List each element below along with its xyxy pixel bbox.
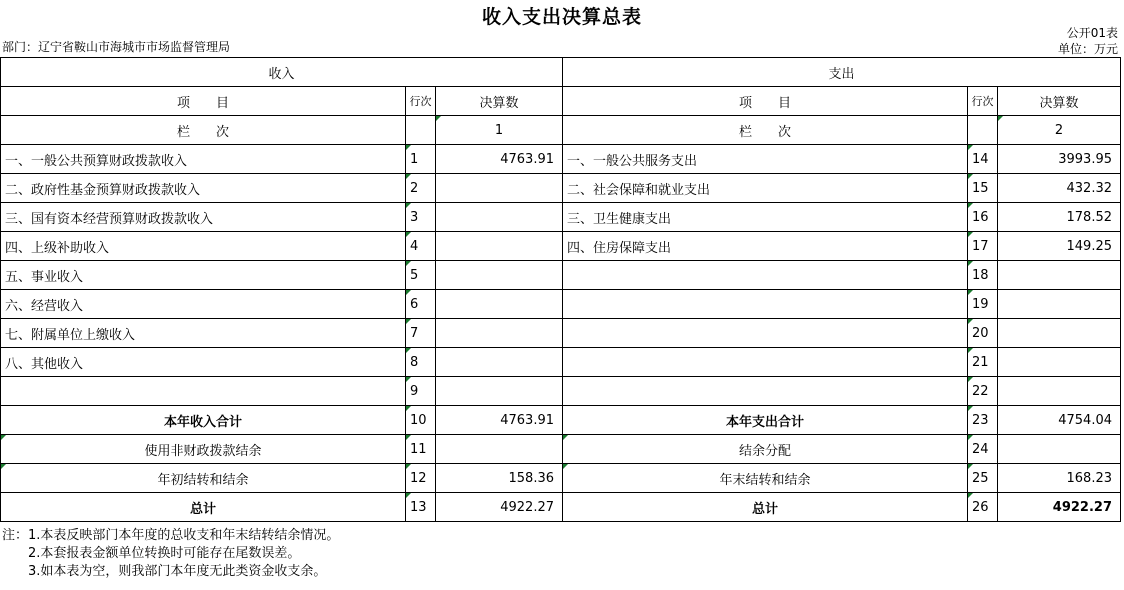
expense-column-number: 2: [998, 116, 1121, 145]
expense-line-no: 23: [968, 406, 998, 435]
expense-line-no: 22: [968, 377, 998, 406]
expense-amount-header: 决算数: [998, 87, 1121, 116]
expense-line-no: 20: [968, 319, 998, 348]
expense-line-no: 19: [968, 290, 998, 319]
expense-line-no: 25: [968, 464, 998, 493]
income-column-number: 1: [436, 116, 563, 145]
expense-amount: [998, 377, 1121, 406]
income-line-no: 3: [406, 203, 436, 232]
expense-item: [563, 261, 968, 290]
expense-line-no: 21: [968, 348, 998, 377]
income-line-no: 11: [406, 435, 436, 464]
income-line-no: 8: [406, 348, 436, 377]
income-amount: [436, 232, 563, 261]
table-row: [1, 348, 1121, 377]
expense-amount: 178.52: [998, 203, 1121, 232]
income-line-no: 4: [406, 232, 436, 261]
income-item: 四、上级补助收入: [1, 232, 406, 261]
expense-header: 支出: [563, 58, 1121, 87]
income-item: 使用非财政拨款结余: [1, 435, 406, 464]
income-amount: 4922.27: [436, 493, 563, 522]
expense-item: [563, 319, 968, 348]
table-row: [1, 203, 1121, 232]
department-label: 部门：辽宁省鞍山市海城市市场监督管理局: [2, 40, 231, 54]
income-line-no: 13: [406, 493, 436, 522]
table-row: [1, 261, 1121, 290]
income-item: [1, 377, 406, 406]
income-column-label: 栏 次: [1, 116, 406, 145]
income-amount: 4763.91: [436, 406, 563, 435]
table-row: [1, 377, 1121, 406]
income-header: 收入: [1, 58, 563, 87]
expense-item: 年末结转和结余: [563, 464, 968, 493]
expense-column-blank: [968, 116, 998, 145]
expense-amount: 4754.04: [998, 406, 1121, 435]
income-line-no: 9: [406, 377, 436, 406]
expense-item: [563, 377, 968, 406]
expense-amount: 149.25: [998, 232, 1121, 261]
expense-item: 结余分配: [563, 435, 968, 464]
income-amount: [436, 174, 563, 203]
expense-item: 总计: [563, 493, 968, 522]
expense-amount: [998, 348, 1121, 377]
income-item: 六、经营收入: [1, 290, 406, 319]
table-row: [1, 174, 1121, 203]
income-amount: 4763.91: [436, 145, 563, 174]
note-line: 2.本套报表金额单位转换时可能存在尾数误差。: [2, 546, 301, 561]
income-line-header: 行次: [406, 87, 436, 116]
expense-amount: 4922.27: [998, 493, 1121, 522]
expense-item: [563, 348, 968, 377]
note-line: 3.如本表为空，则我部门本年度无此类资金收支余。: [2, 564, 327, 579]
income-amount: [436, 435, 563, 464]
table-row: [1, 435, 1121, 464]
expense-line-no: 15: [968, 174, 998, 203]
expense-item: 四、住房保障支出: [563, 232, 968, 261]
expense-amount: [998, 290, 1121, 319]
income-line-no: 2: [406, 174, 436, 203]
expense-item: 三、卫生健康支出: [563, 203, 968, 232]
expense-item: [563, 290, 968, 319]
expense-line-no: 26: [968, 493, 998, 522]
income-item: 一、一般公共预算财政拨款收入: [1, 145, 406, 174]
table-row: [1, 145, 1121, 174]
income-line-no: 12: [406, 464, 436, 493]
expense-line-no: 18: [968, 261, 998, 290]
income-amount: [436, 203, 563, 232]
income-amount: [436, 348, 563, 377]
income-amount-header: 决算数: [436, 87, 563, 116]
income-amount: 158.36: [436, 464, 563, 493]
expense-line-header: 行次: [968, 87, 998, 116]
income-item: 五、事业收入: [1, 261, 406, 290]
income-item: 总计: [1, 493, 406, 522]
expense-amount: [998, 319, 1121, 348]
income-item: 本年收入合计: [1, 406, 406, 435]
expense-line-no: 16: [968, 203, 998, 232]
income-amount: [436, 319, 563, 348]
summary-table: [0, 57, 1121, 522]
income-line-no: 5: [406, 261, 436, 290]
income-item: 三、国有资本经营预算财政拨款收入: [1, 203, 406, 232]
expense-amount: [998, 435, 1121, 464]
note-line: 注：1.本表反映部门本年度的总收支和年末结转结余情况。: [2, 528, 340, 543]
income-amount: [436, 377, 563, 406]
income-column-blank: [406, 116, 436, 145]
expense-line-no: 24: [968, 435, 998, 464]
income-item: 二、政府性基金预算财政拨款收入: [1, 174, 406, 203]
income-line-no: 6: [406, 290, 436, 319]
table-row: [1, 464, 1121, 493]
expense-item-header: 项 目: [563, 87, 968, 116]
expense-line-no: 17: [968, 232, 998, 261]
income-item: 八、其他收入: [1, 348, 406, 377]
unit-label: 单位：万元: [1057, 42, 1118, 56]
expense-amount: 3993.95: [998, 145, 1121, 174]
table-row: [1, 406, 1121, 435]
table-row: [1, 290, 1121, 319]
income-line-no: 1: [406, 145, 436, 174]
table-row: [1, 232, 1121, 261]
income-item-header: 项 目: [1, 87, 406, 116]
income-amount: [436, 261, 563, 290]
expense-item: 本年支出合计: [563, 406, 968, 435]
income-line-no: 10: [406, 406, 436, 435]
expense-item: 二、社会保障和就业支出: [563, 174, 968, 203]
expense-amount: 168.23: [998, 464, 1121, 493]
notes: [2, 527, 339, 581]
table-row: [1, 319, 1121, 348]
income-line-no: 7: [406, 319, 436, 348]
expense-line-no: 14: [968, 145, 998, 174]
expense-item: 一、一般公共服务支出: [563, 145, 968, 174]
expense-amount: [998, 261, 1121, 290]
expense-column-label: 栏 次: [563, 116, 968, 145]
income-item: 七、附属单位上缴收入: [1, 319, 406, 348]
expense-amount: 432.32: [998, 174, 1121, 203]
income-item: 年初结转和结余: [1, 464, 406, 493]
form-number: 公开01表: [1066, 26, 1118, 40]
income-amount: [436, 290, 563, 319]
report-title: 收入支出决算总表: [481, 6, 642, 28]
table-row: [1, 493, 1121, 522]
